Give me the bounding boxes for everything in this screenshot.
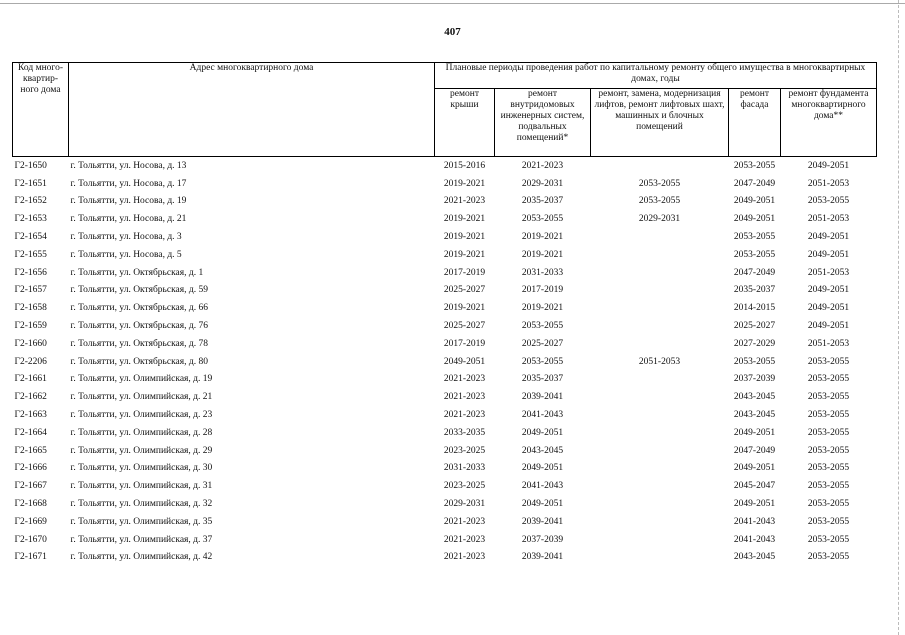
table-row [13, 495, 877, 513]
cell-code: Г2-1667 [14, 481, 47, 492]
cell-facade: 2025-2027 [733, 321, 776, 332]
cell-roof: 2021-2023 [443, 534, 486, 545]
cell-facade: 2049-2051 [733, 214, 776, 225]
cell-systems: 2025-2027 [521, 338, 564, 349]
cell-systems: 2035-2037 [521, 196, 564, 207]
cell-foundation: 2051-2053 [807, 338, 850, 349]
cell-code: Г2-1657 [14, 285, 47, 296]
cell-foundation: 2053-2055 [807, 392, 850, 403]
cell-systems: 2049-2051 [521, 427, 564, 438]
header-foundation: ремонт фундамента многоквартирного дома** [781, 89, 877, 157]
cell-facade: 2049-2051 [733, 427, 776, 438]
table-row [13, 317, 877, 335]
cell-facade: 2049-2051 [733, 499, 776, 510]
cell-foundation: 2053-2055 [807, 534, 850, 545]
header-elevators: ремонт, замена, модернизация лифтов, ремонт лифтовых шахт, машинных и блочных помещений [591, 89, 729, 157]
header-code: Код много-квартир-ного дома [13, 63, 69, 157]
cell-elevators [591, 264, 729, 282]
table-row [13, 424, 877, 442]
cell-roof: 2021-2023 [443, 516, 486, 527]
cell-roof: 2019-2021 [443, 249, 486, 260]
cell-code: Г2-2206 [14, 356, 47, 367]
cell-foundation: 2053-2055 [807, 445, 850, 456]
cell-elevators [591, 388, 729, 406]
cell-code: Г2-1663 [14, 410, 47, 421]
cell-roof: 2021-2023 [443, 392, 486, 403]
cell-address: г. Тольятти, ул. Октябрьская, д. 66 [70, 303, 208, 314]
cell-facade: 2043-2045 [733, 392, 776, 403]
cell-elevators [591, 335, 729, 353]
cell-elevators [591, 442, 729, 460]
cell-address: г. Тольятти, ул. Олимпийская, д. 35 [70, 516, 213, 527]
cell-foundation: 2053-2055 [807, 427, 850, 438]
cell-code: Г2-1651 [14, 178, 47, 189]
cell-code: Г2-1669 [14, 516, 47, 527]
cell-elevators [591, 424, 729, 442]
cell-elevators [591, 531, 729, 549]
table-row [13, 282, 877, 300]
table-row [13, 460, 877, 478]
cell-code: Г2-1652 [14, 196, 47, 207]
table-row [13, 157, 877, 175]
table-row [13, 335, 877, 353]
cell-systems: 2041-2043 [521, 481, 564, 492]
cell-roof: 2019-2021 [443, 303, 486, 314]
cell-address: г. Тольятти, ул. Олимпийская, д. 19 [70, 374, 213, 385]
cell-facade: 2053-2055 [733, 249, 776, 260]
cell-systems: 2035-2037 [521, 374, 564, 385]
cell-systems: 2053-2055 [521, 356, 564, 367]
header-roof: ремонт крыши [435, 89, 495, 157]
cell-facade: 2043-2045 [733, 410, 776, 421]
table-row [13, 193, 877, 211]
cell-foundation: 2051-2053 [807, 178, 850, 189]
cell-code: Г2-1666 [14, 463, 47, 474]
cell-elevators [591, 282, 729, 300]
header-address: Адрес многоквартирного дома [69, 63, 435, 157]
capital-repair-schedule-table [12, 62, 877, 566]
cell-roof: 2017-2019 [443, 267, 486, 278]
cell-roof: 2025-2027 [443, 321, 486, 332]
cell-address: г. Тольятти, ул. Олимпийская, д. 42 [70, 552, 213, 563]
cell-address: г. Тольятти, ул. Носова, д. 19 [70, 196, 187, 207]
cell-elevators [591, 513, 729, 531]
cell-roof: 2023-2025 [443, 481, 486, 492]
table-body [13, 157, 877, 567]
cell-systems: 2037-2039 [521, 534, 564, 545]
cell-systems: 2039-2041 [521, 552, 564, 563]
cell-systems: 2019-2021 [521, 232, 564, 243]
cell-address: г. Тольятти, ул. Олимпийская, д. 28 [70, 427, 213, 438]
cell-foundation: 2049-2051 [807, 321, 850, 332]
cell-roof: 2015-2016 [443, 160, 486, 171]
cell-code: Г2-1655 [14, 249, 47, 260]
header-periods: Плановые периоды проведения работ по капитальному ремонту общего имущества в многоквартирных домах, годы [435, 63, 877, 89]
cell-elevators: 2053-2055 [638, 178, 681, 189]
cell-roof: 2025-2027 [443, 285, 486, 296]
cell-foundation: 2053-2055 [807, 481, 850, 492]
cell-systems: 2041-2043 [521, 410, 564, 421]
cell-facade: 2047-2049 [733, 178, 776, 189]
table-row [13, 210, 877, 228]
table-row [13, 299, 877, 317]
cell-foundation: 2053-2055 [807, 410, 850, 421]
cell-systems: 2021-2023 [521, 160, 564, 171]
cell-foundation: 2049-2051 [807, 232, 850, 243]
cell-systems: 2049-2051 [521, 499, 564, 510]
cell-code: Г2-1661 [14, 374, 47, 385]
cell-facade: 2049-2051 [733, 196, 776, 207]
cell-systems: 2039-2041 [521, 392, 564, 403]
table-row [13, 513, 877, 531]
cell-address: г. Тольятти, ул. Олимпийская, д. 31 [70, 481, 213, 492]
cell-roof: 2021-2023 [443, 552, 486, 563]
cell-systems: 2019-2021 [521, 303, 564, 314]
cell-roof: 2049-2051 [443, 356, 486, 367]
cell-code: Г2-1662 [14, 392, 47, 403]
cell-foundation: 2053-2055 [807, 374, 850, 385]
cell-foundation: 2053-2055 [807, 516, 850, 527]
cell-elevators [591, 228, 729, 246]
cell-facade: 2041-2043 [733, 534, 776, 545]
table-row [13, 246, 877, 264]
cell-facade: 2043-2045 [733, 552, 776, 563]
cell-code: Г2-1670 [14, 534, 47, 545]
cell-roof: 2023-2025 [443, 445, 486, 456]
table-row [13, 264, 877, 282]
cell-code: Г2-1660 [14, 338, 47, 349]
cell-address: г. Тольятти, ул. Носова, д. 3 [70, 232, 182, 243]
cell-facade: 2045-2047 [733, 481, 776, 492]
cell-elevators [591, 549, 729, 567]
cell-elevators [591, 317, 729, 335]
table-row [13, 549, 877, 567]
cell-systems: 2029-2031 [521, 178, 564, 189]
page-number: 407 [444, 26, 461, 38]
cell-facade: 2041-2043 [733, 516, 776, 527]
cell-code: Г2-1653 [14, 214, 47, 225]
cell-address: г. Тольятти, ул. Олимпийская, д. 21 [70, 392, 213, 403]
cell-roof: 2017-2019 [443, 338, 486, 349]
cell-facade: 2047-2049 [733, 445, 776, 456]
cell-elevators [591, 371, 729, 389]
header-facade: ремонт фасада [729, 89, 781, 157]
cell-address: г. Тольятти, ул. Октябрьская, д. 59 [70, 285, 208, 296]
cell-foundation: 2053-2055 [807, 356, 850, 367]
cell-foundation: 2049-2051 [807, 285, 850, 296]
cell-roof: 2021-2023 [443, 374, 486, 385]
cell-roof: 2033-2035 [443, 427, 486, 438]
cell-address: г. Тольятти, ул. Олимпийская, д. 32 [70, 499, 213, 510]
cell-foundation: 2051-2053 [807, 267, 850, 278]
cell-address: г. Тольятти, ул. Октябрьская, д. 1 [70, 267, 204, 278]
cell-elevators: 2051-2053 [638, 356, 681, 367]
cell-elevators [591, 495, 729, 513]
cell-address: г. Тольятти, ул. Октябрьская, д. 80 [70, 356, 208, 367]
cell-foundation: 2053-2055 [807, 196, 850, 207]
cell-address: г. Тольятти, ул. Олимпийская, д. 37 [70, 534, 213, 545]
cell-code: Г2-1659 [14, 321, 47, 332]
cell-address: г. Тольятти, ул. Носова, д. 21 [70, 214, 187, 225]
cell-elevators [591, 477, 729, 495]
header-systems: ремонт внутридомовых инженерных систем, подвальных помещений* [495, 89, 591, 157]
cell-systems: 2053-2055 [521, 214, 564, 225]
cell-address: г. Тольятти, ул. Октябрьская, д. 78 [70, 338, 208, 349]
cell-foundation: 2051-2053 [807, 214, 850, 225]
cell-roof: 2029-2031 [443, 499, 486, 510]
table-header [13, 63, 877, 157]
table-row [13, 371, 877, 389]
cell-facade: 2053-2055 [733, 232, 776, 243]
cell-facade: 2053-2055 [733, 356, 776, 367]
cell-foundation: 2053-2055 [807, 499, 850, 510]
cell-facade: 2027-2029 [733, 338, 776, 349]
cell-code: Г2-1656 [14, 267, 47, 278]
cell-systems: 2043-2045 [521, 445, 564, 456]
cell-code: Г2-1665 [14, 445, 47, 456]
table-row [13, 531, 877, 549]
cell-elevators [591, 299, 729, 317]
table-row [13, 175, 877, 193]
cell-facade: 2053-2055 [733, 160, 776, 171]
scan-right-edge [897, 0, 899, 635]
cell-address: г. Тольятти, ул. Носова, д. 13 [70, 160, 187, 171]
cell-facade: 2049-2051 [733, 463, 776, 474]
cell-facade: 2047-2049 [733, 267, 776, 278]
cell-code: Г2-1668 [14, 499, 47, 510]
cell-systems: 2019-2021 [521, 249, 564, 260]
cell-facade: 2035-2037 [733, 285, 776, 296]
cell-address: г. Тольятти, ул. Носова, д. 5 [70, 249, 182, 260]
cell-roof: 2021-2023 [443, 410, 486, 421]
cell-systems: 2049-2051 [521, 463, 564, 474]
cell-roof: 2021-2023 [443, 196, 486, 207]
cell-systems: 2031-2033 [521, 267, 564, 278]
cell-roof: 2019-2021 [443, 178, 486, 189]
table-row [13, 228, 877, 246]
cell-elevators: 2029-2031 [638, 214, 681, 225]
cell-address: г. Тольятти, ул. Олимпийская, д. 23 [70, 410, 213, 421]
table-row [13, 353, 877, 371]
cell-code: Г2-1658 [14, 303, 47, 314]
table-row [13, 477, 877, 495]
cell-address: г. Тольятти, ул. Носова, д. 17 [70, 178, 187, 189]
table-row [13, 442, 877, 460]
cell-elevators [591, 157, 729, 175]
table-row [13, 406, 877, 424]
cell-elevators [591, 246, 729, 264]
cell-systems: 2017-2019 [521, 285, 564, 296]
cell-foundation: 2053-2055 [807, 552, 850, 563]
cell-address: г. Тольятти, ул. Олимпийская, д. 30 [70, 463, 213, 474]
table-row [13, 388, 877, 406]
cell-elevators [591, 460, 729, 478]
cell-code: Г2-1650 [14, 160, 47, 171]
scan-top-edge [0, 3, 905, 4]
cell-foundation: 2049-2051 [807, 249, 850, 260]
cell-foundation: 2053-2055 [807, 463, 850, 474]
cell-foundation: 2049-2051 [807, 303, 850, 314]
cell-elevators: 2053-2055 [638, 196, 681, 207]
cell-code: Г2-1671 [14, 552, 47, 563]
cell-code: Г2-1654 [14, 232, 47, 243]
cell-code: Г2-1664 [14, 427, 47, 438]
cell-foundation: 2049-2051 [807, 160, 850, 171]
cell-facade: 2014-2015 [733, 303, 776, 314]
cell-roof: 2031-2033 [443, 463, 486, 474]
cell-roof: 2019-2021 [443, 214, 486, 225]
cell-address: г. Тольятти, ул. Октябрьская, д. 76 [70, 321, 208, 332]
cell-address: г. Тольятти, ул. Олимпийская, д. 29 [70, 445, 213, 456]
cell-facade: 2037-2039 [733, 374, 776, 385]
cell-systems: 2053-2055 [521, 321, 564, 332]
cell-systems: 2039-2041 [521, 516, 564, 527]
cell-elevators [591, 406, 729, 424]
cell-roof: 2019-2021 [443, 232, 486, 243]
